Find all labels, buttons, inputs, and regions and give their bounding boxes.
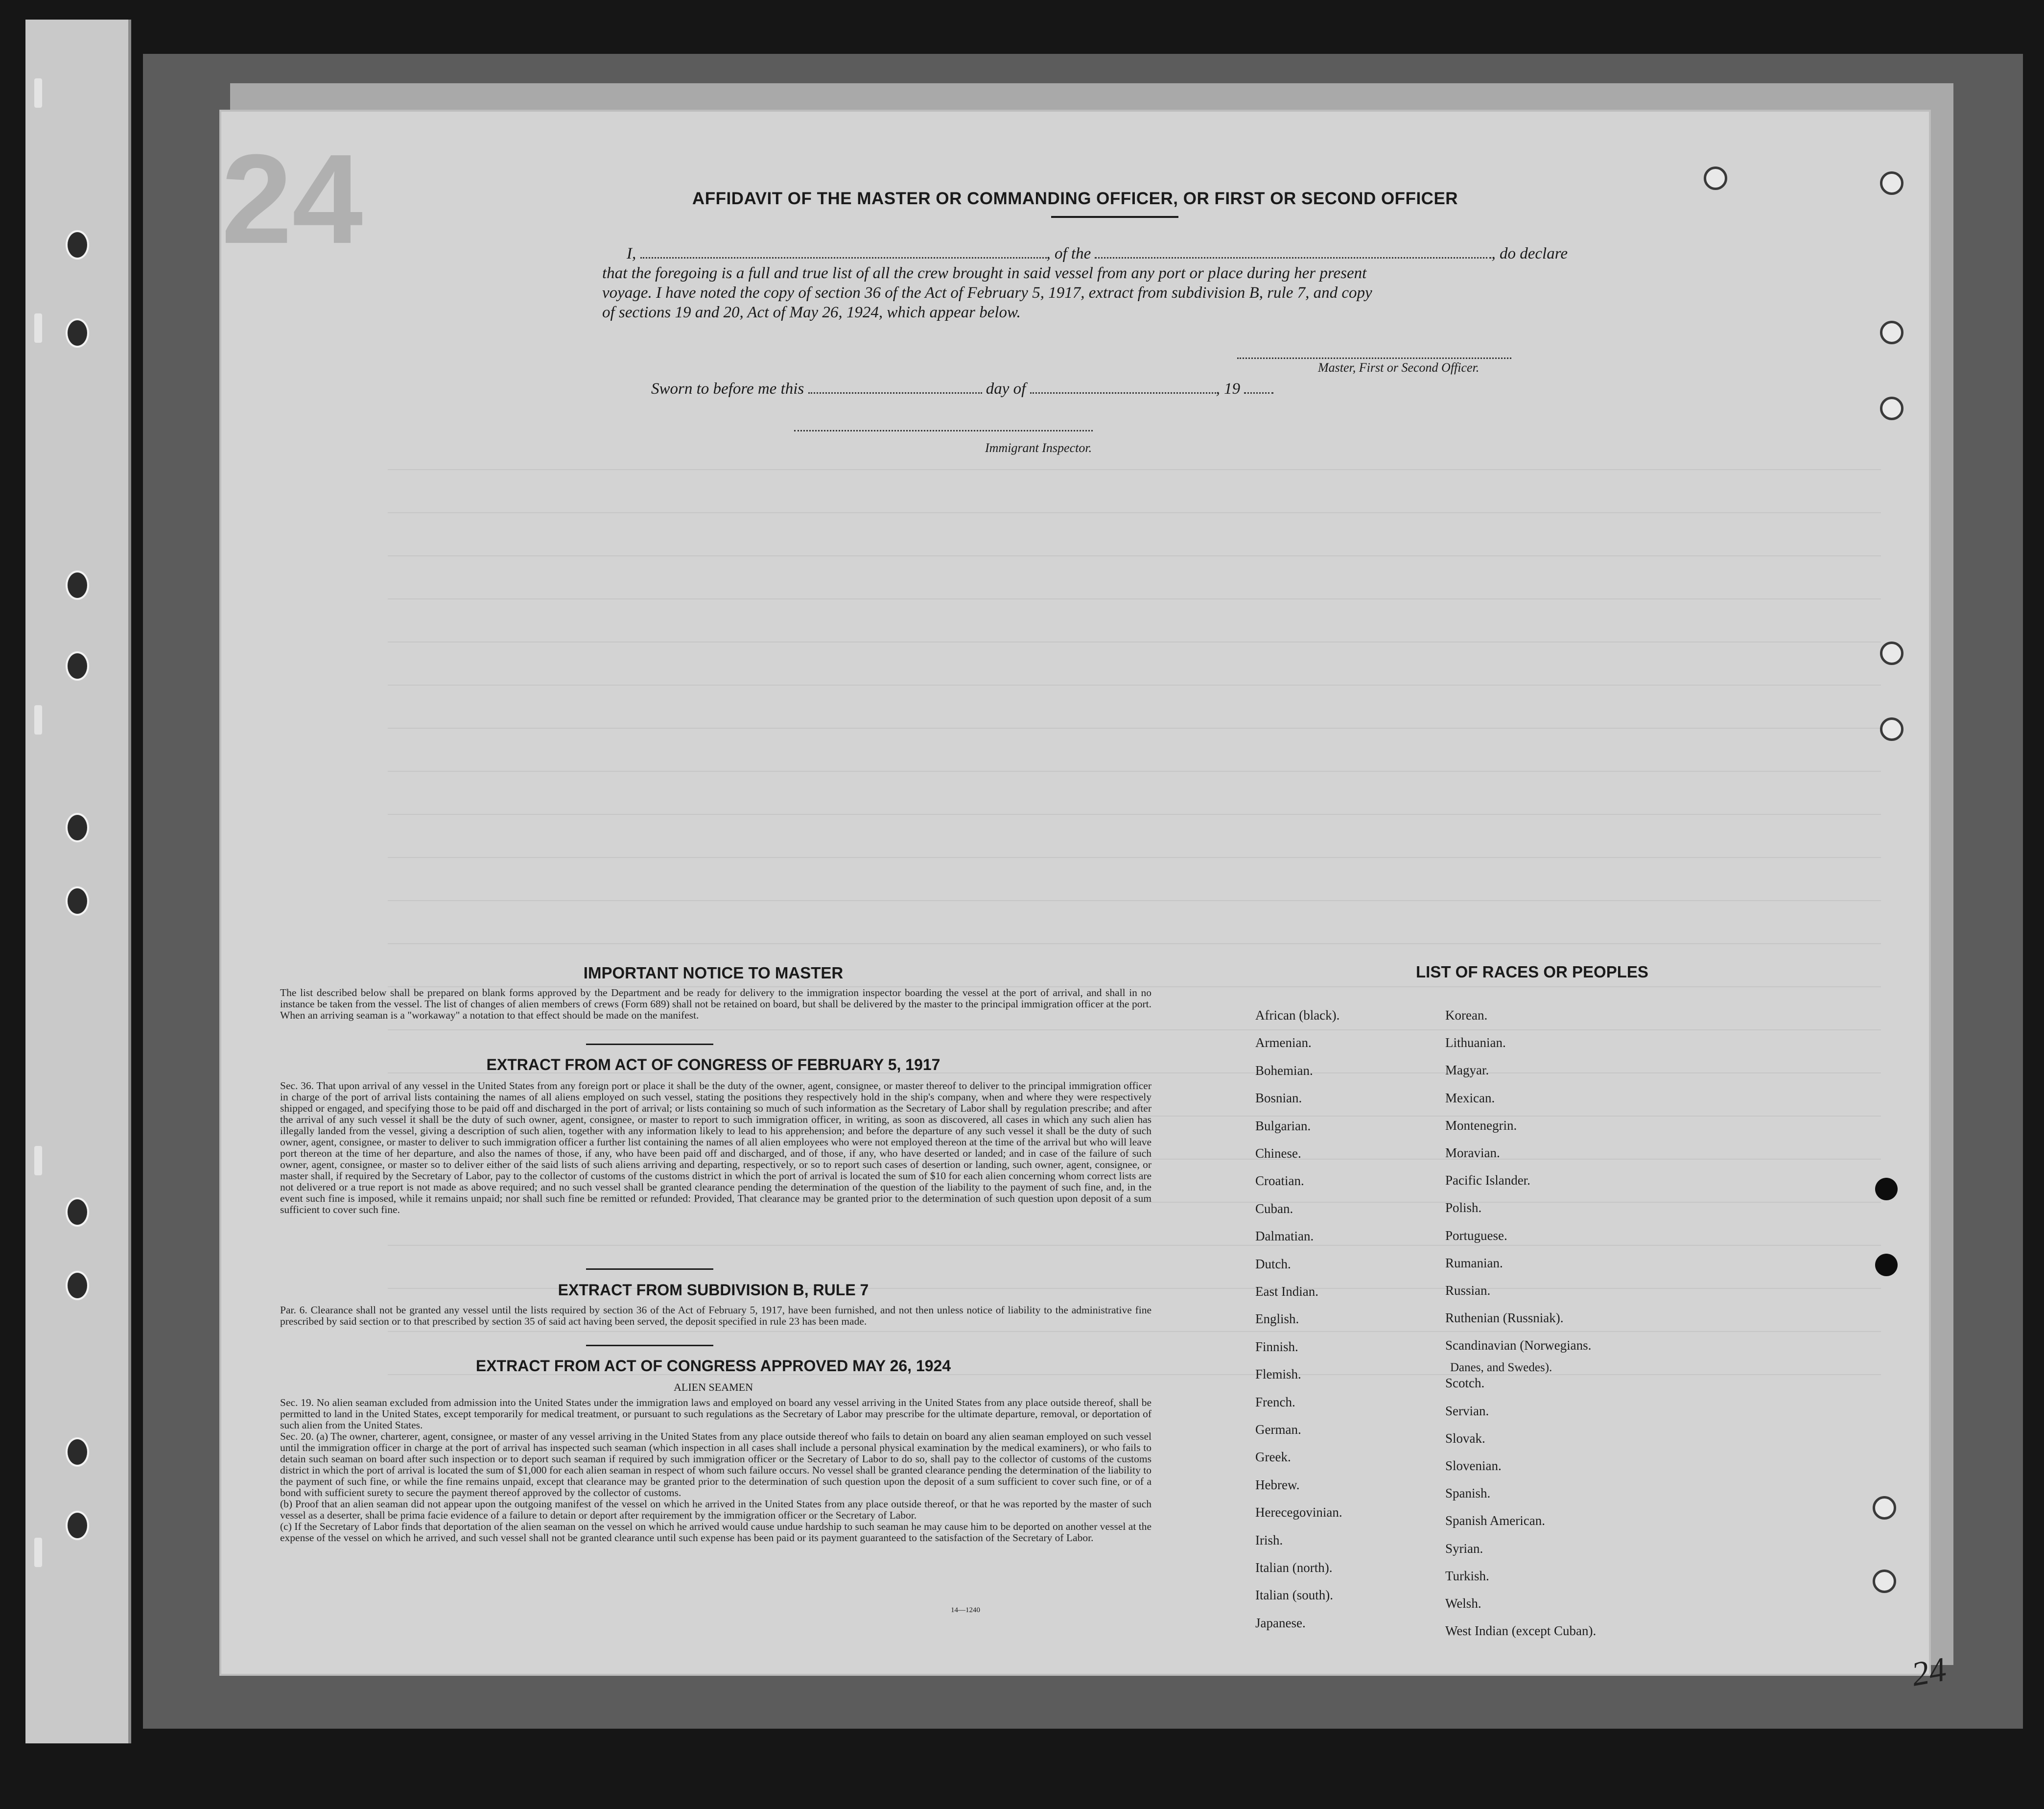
race-item: Russian.: [1445, 1283, 1491, 1298]
page-punch-hole: [1873, 1496, 1896, 1520]
sworn-line: [651, 380, 1273, 398]
section-19-text: Sec. 19. No alien seaman excluded from admission into the United States under the immigration laws and employed on board any vessel arriving in the United States from any place outside thereof, shall be permitted to land in the United States, except temporarily for medical treatment, or pursuant to such regulations as the Secretary of Labor may prescribe for the ultimate departure, removal, or deportation of such alien from the United States.: [280, 1397, 1151, 1431]
race-item: Cuban.: [1255, 1201, 1293, 1216]
binder-hole: [66, 813, 89, 842]
binder-ring-hole: [1875, 1178, 1898, 1200]
binder-hole: [66, 1511, 89, 1540]
sworn-day-blank: [808, 381, 982, 394]
ghost-row: [388, 598, 1881, 599]
sworn-prefix: Sworn to before me this: [651, 380, 804, 398]
binder-hole: [66, 651, 89, 681]
race-item: Pacific Islander.: [1445, 1173, 1530, 1188]
race-item: Korean.: [1445, 1008, 1488, 1023]
page-punch-hole: [1704, 167, 1727, 190]
margin-handwriting: 24: [1908, 1650, 1950, 1694]
race-item: English.: [1255, 1311, 1299, 1327]
race-item: Slovak.: [1445, 1430, 1485, 1446]
race-item: Dutch.: [1255, 1256, 1291, 1271]
page-punch-hole: [1873, 1570, 1896, 1593]
binder-hole: [66, 571, 89, 600]
sworn-month-blank: [1030, 381, 1216, 394]
year-prefix: , 19: [1216, 380, 1241, 398]
section-rule: [586, 1345, 713, 1346]
race-item: Spanish American.: [1445, 1513, 1545, 1528]
ghost-row: [388, 1029, 1881, 1030]
race-item: Japanese.: [1255, 1615, 1306, 1630]
ghost-row: [388, 642, 1881, 643]
master-signature-line: [1237, 357, 1511, 359]
binding-strip: [25, 20, 131, 1743]
section-20a-text: Sec. 20. (a) The owner, charterer, agent, consignee, or master of any vessel arriving in the United States from any place outside thereof who fails to detain on board any alien seaman employed on such vessel until the immigration officer in charge at the port of arrival has inspected such seaman (which inspection in all cases shall include a personal physical examination by the medical examiners), or who fails to detain such seaman on board after such inspection or to deport such seaman if required by such immigration officer or the Secretary of Labor to do so, shall pay to the collector of customs of the customs district in which the port of arrival is located the sum of $1,000 for each alien seaman in respect of whom such failure occurs. No vessel shall be granted clearance pending the determination of the liability to the payment of such fine, or while the fine remains unpaid, except that clearance may be granted prior to the determination of such question upon the deposit of a sum sufficient to cover such fine, or of a bond with sufficient surety to secure the payment thereof approved by the collector of customs.: [280, 1430, 1151, 1499]
race-item: Polish.: [1445, 1200, 1482, 1215]
race-item: Danes, and Swedes).: [1450, 1361, 1552, 1375]
declaration-line-1: [627, 245, 1568, 263]
master-caption: Master, First or Second Officer.: [1318, 360, 1480, 375]
ghost-row: [388, 512, 1881, 513]
ghost-row: [388, 685, 1881, 686]
race-item: Italian (south).: [1255, 1588, 1333, 1603]
ghost-sheet-number: 24: [221, 128, 363, 270]
binder-hole: [66, 886, 89, 916]
title-rule: [1051, 216, 1178, 218]
race-item: Italian (north).: [1255, 1560, 1333, 1575]
inspector-caption: Immigrant Inspector.: [985, 441, 1092, 455]
page-punch-hole: [1880, 717, 1903, 741]
day-of-label: day of: [986, 380, 1026, 398]
declarant-name-blank: [640, 245, 1047, 259]
ghost-row: [388, 1331, 1881, 1332]
declaration-line-2: that the foregoing is a full and true list of all the crew brought in said vessel from any port or place during her present: [602, 264, 1367, 282]
race-item: Spanish.: [1445, 1486, 1491, 1501]
rule7-text: Par. 6. Clearance shall not be granted any vessel until the lists required by section 36 of the Act of February 5, 1917, have been furnished, and not then unless notice of liability to the administrative fine prescribed by said section or to that prescribed by section 35 of said act having been served, the deposit specified in rule 23 has been made.: [280, 1304, 1151, 1327]
affidavit-title: AFFIDAVIT OF THE MASTER OR COMMANDING OFFICER, OR FIRST OR SECOND OFFICER: [692, 189, 1458, 208]
ghost-row: [388, 943, 1881, 944]
notice-heading: IMPORTANT NOTICE TO MASTER: [583, 964, 844, 982]
ghost-row: [388, 1245, 1881, 1246]
page-punch-hole: [1880, 321, 1903, 344]
race-item: Croatian.: [1255, 1173, 1304, 1189]
inspector-signature-line: [794, 430, 1093, 431]
declaration-line-4: of sections 19 and 20, Act of May 26, 1924, which appear below.: [602, 304, 1021, 321]
race-item: Rumanian.: [1445, 1255, 1503, 1270]
race-item: Ruthenian (Russniak).: [1445, 1310, 1564, 1326]
race-item: Flemish.: [1255, 1367, 1301, 1382]
race-item: West Indian (except Cuban).: [1445, 1623, 1597, 1639]
race-item: Bohemian.: [1255, 1063, 1313, 1078]
binder-hole: [66, 1437, 89, 1467]
race-item: Bosnian.: [1255, 1091, 1302, 1106]
race-item: Scotch.: [1445, 1376, 1485, 1391]
binder-hole: [66, 318, 89, 348]
binder-ring-hole: [1875, 1254, 1898, 1276]
vessel-name-blank: [1095, 245, 1491, 259]
section-20c-text: (c) If the Secretary of Labor finds that deportation of the alien seaman on the vessel on which he arrived would cause undue hardship to such seaman he may cause him to be deported on another vessel at the expense of the vessel on which he arrived, and such vessel shall not be granted clearance until such expense has been paid or its payment guaranteed to the satisfaction of the Secretary of Labor.: [280, 1521, 1151, 1544]
alien-seamen-subheading: ALIEN SEAMEN: [674, 1381, 753, 1393]
ghost-row: [388, 771, 1881, 772]
race-item: Welsh.: [1445, 1596, 1481, 1611]
sworn-year-blank: [1244, 381, 1273, 394]
ghost-row: [388, 814, 1881, 815]
binder-hole: [66, 230, 89, 260]
race-item: Greek.: [1255, 1450, 1291, 1465]
vessel-prefix: , of the: [1046, 245, 1091, 262]
ghost-row: [388, 900, 1881, 901]
page-punch-hole: [1880, 642, 1903, 665]
race-item: Dalmatian.: [1255, 1229, 1314, 1244]
extract-1924-heading: EXTRACT FROM ACT OF CONGRESS APPROVED MAY 26, 1924: [475, 1357, 951, 1375]
manifest-page: [221, 112, 1929, 1674]
form-number: 14—1240: [951, 1606, 980, 1614]
ghost-row: [388, 857, 1881, 858]
ghost-row: [388, 728, 1881, 729]
section-20b-text: (b) Proof that an alien seaman did not appear upon the outgoing manifest of the vessel on which he arrived in the United States from any place outside thereof, or that he was reported by the master of such vessel as a deserter, shall be prima facie evidence of a failure to detain or deport after requirement by the immigration officer or the Secretary of Labor.: [280, 1498, 1151, 1521]
race-item: French.: [1255, 1394, 1295, 1409]
rule7-heading: EXTRACT FROM SUBDIVISION B, RULE 7: [558, 1281, 869, 1299]
race-item: Armenian.: [1255, 1035, 1312, 1050]
race-item: Syrian.: [1445, 1541, 1483, 1556]
section-rule: [586, 1268, 713, 1270]
race-item: African (black).: [1255, 1008, 1340, 1023]
race-item: Chinese.: [1255, 1146, 1301, 1161]
declare-suffix: , do declare: [1491, 245, 1568, 262]
declarant-prefix: I,: [627, 245, 636, 262]
race-item: Mexican.: [1445, 1090, 1495, 1105]
race-item: Bulgarian.: [1255, 1118, 1311, 1133]
race-item: Portuguese.: [1445, 1228, 1507, 1243]
race-item: German.: [1255, 1422, 1301, 1437]
race-item: Magyar.: [1445, 1063, 1489, 1078]
race-item: Servian.: [1445, 1403, 1489, 1418]
race-item: Hebrew.: [1255, 1477, 1300, 1492]
race-item: Turkish.: [1445, 1568, 1489, 1583]
race-item: Finnish.: [1255, 1339, 1298, 1354]
race-item: Lithuanian.: [1445, 1035, 1506, 1050]
ghost-row: [388, 469, 1881, 470]
race-item: Slovenian.: [1445, 1458, 1502, 1473]
section-rule: [586, 1044, 713, 1045]
race-item: East Indian.: [1255, 1284, 1318, 1299]
binder-hole: [66, 1197, 89, 1227]
race-item: Montenegrin.: [1445, 1118, 1517, 1133]
race-item: Scandinavian (Norwegians.: [1445, 1338, 1592, 1353]
extract-1917-text: Sec. 36. That upon arrival of any vessel in the United States from any foreign port or place it shall be the duty of the owner, agent, consignee, or master thereof to deliver to the principal immigration officer in charge of the port of arrival lists containing the names of all aliens employed on such vessel, stating the positions they respectively hold in the ship's company, when and where they were respectively shipped or engaged, and specifying those to be paid off and discharged in the port of arrival; or lists containing so much of such information as the Secretary of Labor shall by regulation prescribe; and after the arrival of any such vessel it shall be the duty of such owner, agent, consignee, or master to report to such immigration officer, in writing, as soon as discovered, all cases in which any such alien has illegally landed from the vessel, giving a description of such alien, together with any information likely to lead to his apprehension; and before the departure of any such vessel it shall be the duty of such owner, agent, consignee, or master to deliver to such immigration officer a further list containing the names of all alien employees who were not employed thereon at the time of the arrival but who will leave port thereon at the time of her departure, and also the names of those, if any, who have been paid off and discharged, and of those, if any, who have deserted or landed; and in case of the failure of such owner, agent, consignee, or master so to deliver either of the said lists of such aliens arriving and departing, respectively, or so to report such cases of desertion or landing, such owner, agent, consignee, or master shall, if required by the Secretary of Labor, pay to the collector of customs of the customs district in which the port of arrival is located the sum of $10 for each alien concerning whom correct lists are not delivered or a true report is not made as above required; and no such vessel shall be granted clearance pending the determination of the question of the liability to the payment of such fine, and, in the event such fine is imposed, while it remains unpaid; nor shall such fine be remitted or refunded: Provided, That clearance may be granted prior to the determination of such question upon deposit of a sum sufficient to cover such fine.: [280, 1080, 1151, 1215]
binder-hole: [66, 1271, 89, 1300]
page-punch-hole: [1880, 171, 1903, 195]
races-heading: LIST OF RACES OR PEOPLES: [1416, 963, 1648, 981]
extract-1924-sections: [280, 1397, 1151, 1544]
race-item: Irish.: [1255, 1532, 1283, 1547]
declaration-line-3: voyage. I have noted the copy of section 36 of the Act of February 5, 1917, extract from subdivision B, rule 7, and copy: [602, 284, 1372, 302]
page-punch-hole: [1880, 397, 1903, 420]
race-item: Herecegovinian.: [1255, 1505, 1342, 1520]
notice-text: The list described below shall be prepared on blank forms approved by the Department and be ready for delivery to the immigration inspector boarding the vessel at the port of arrival, and shall in no instance be taken from the vessel. The list of changes of alien members of crews (Form 689) shall not be retained on board, but shall be delivered by the master to the principal immigration officer at the port. When an arriving seaman is a "workaway" a notation to that effect should be made on the manifest.: [280, 987, 1151, 1021]
extract-1917-heading: EXTRACT FROM ACT OF CONGRESS OF FEBRUARY 5, 1917: [486, 1056, 940, 1073]
race-item: Moravian.: [1445, 1145, 1500, 1160]
ghost-row: [388, 555, 1881, 556]
